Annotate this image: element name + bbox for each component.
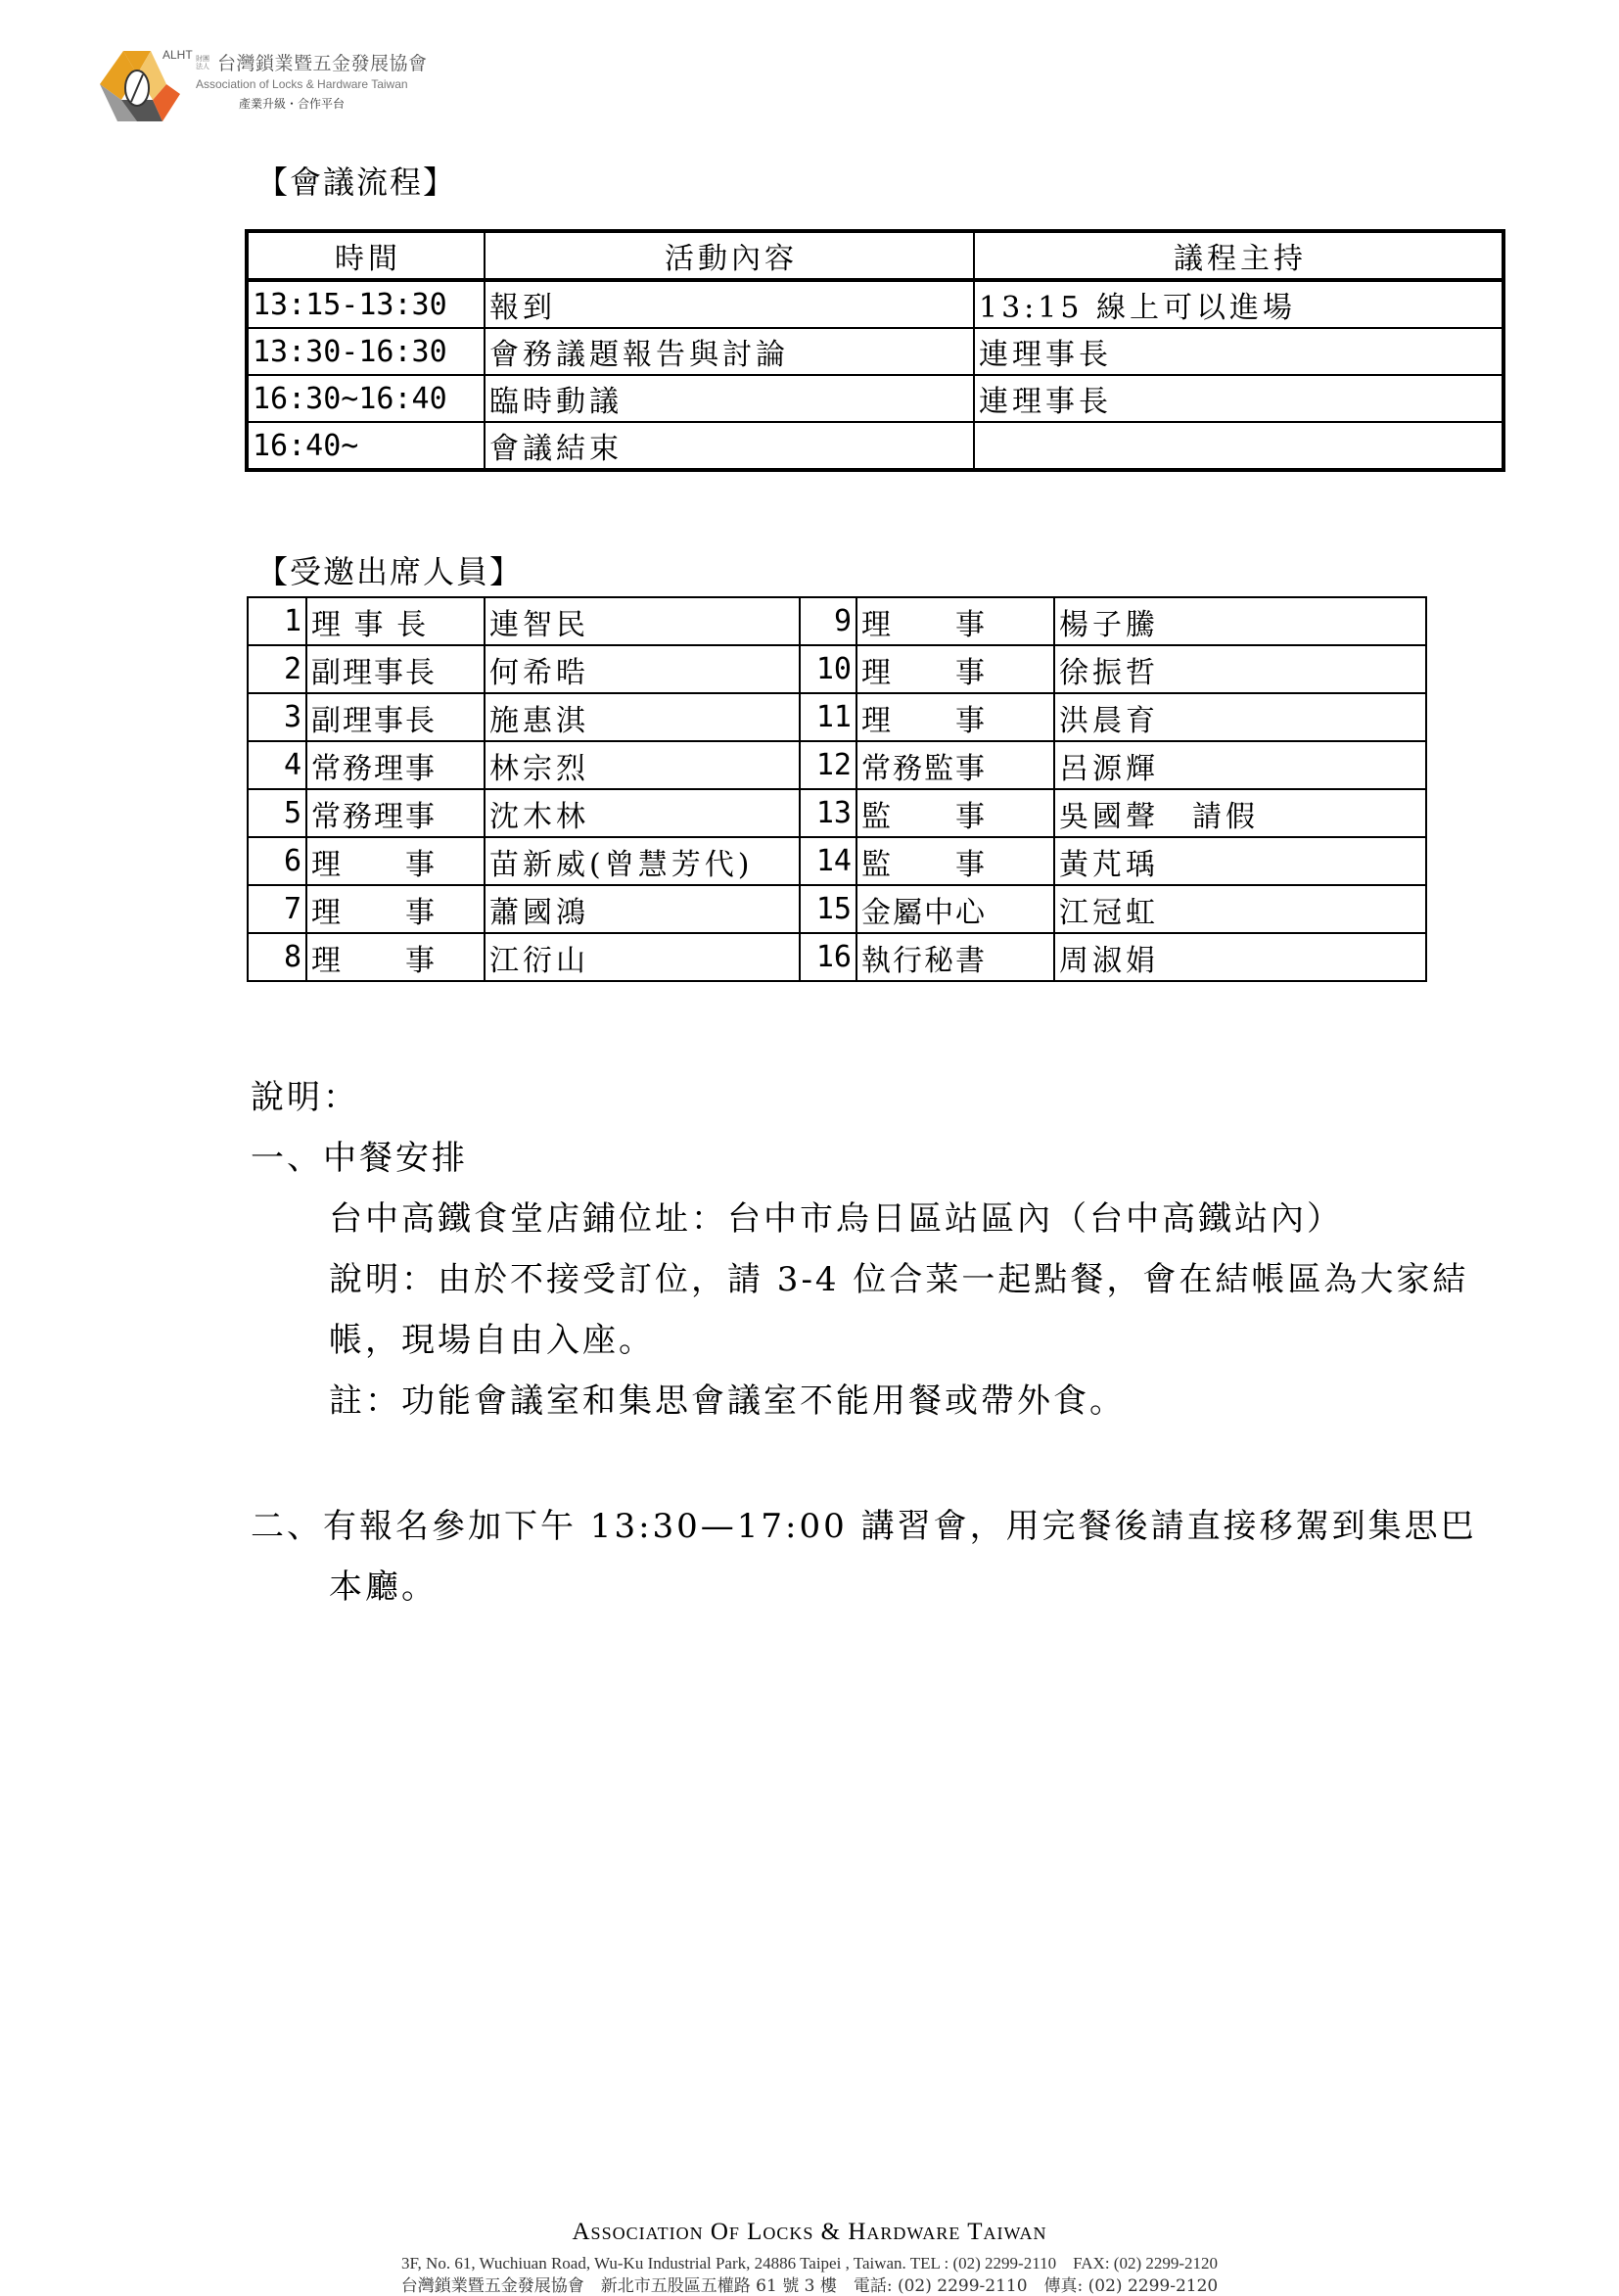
attendee-title: 理 事 xyxy=(306,837,485,885)
footer-org-english: Association Of Locks & Hardware Taiwan xyxy=(572,2219,1047,2245)
agenda-row xyxy=(247,375,1503,422)
notes-heading: 說明： xyxy=(251,1078,359,1117)
attendee-title: 理 事 xyxy=(306,933,485,981)
association-logo xyxy=(94,45,193,123)
attendee-row xyxy=(248,789,1426,837)
note-item1-explanation: 說明：由於不接受訂位，請 3-4 位合菜一起點餐，會在結帳區為大家結 xyxy=(329,1260,1469,1299)
attendee-name: 苗新威(曾慧芳代) xyxy=(485,837,800,885)
attendees-title: 【受邀出席人員】 xyxy=(256,553,524,590)
attendee-number: 6 xyxy=(248,837,306,885)
attendee-title: 金屬中心 xyxy=(856,885,1054,933)
attendee-number: 1 xyxy=(248,597,306,645)
attendee-name: 連智民 xyxy=(485,597,800,645)
attendee-title: 監 事 xyxy=(856,789,1054,837)
attendee-title: 執行秘書 xyxy=(856,933,1054,981)
attendee-row xyxy=(248,885,1426,933)
agenda-host xyxy=(974,422,1503,470)
note-item1-remark: 註：功能會議室和集思會議室不能用餐或帶外食。 xyxy=(329,1382,1126,1421)
attendee-name: 施惠淇 xyxy=(485,693,800,741)
agenda-row xyxy=(247,422,1503,470)
attendee-name: 洪晨育 xyxy=(1054,693,1426,741)
org-name: 台灣鎖業暨五金發展協會 xyxy=(217,53,428,74)
agenda-header-row xyxy=(247,231,1503,280)
attendee-title: 理 事 xyxy=(306,885,485,933)
attendee-title: 理 事 長 xyxy=(306,597,485,645)
note-item1-address: 台中高鐵食堂店鋪位址：台中市烏日區站區內（台中高鐵站內） xyxy=(329,1199,1343,1239)
agenda-activity: 臨時動議 xyxy=(485,375,974,422)
agenda-header-host: 議程主持 xyxy=(974,231,1503,280)
agenda-host: 連理事長 xyxy=(974,328,1503,375)
agenda-activity: 會務議題報告與討論 xyxy=(485,328,974,375)
note-item2-cont: 本廳。 xyxy=(329,1568,438,1607)
attendee-name: 蕭國鴻 xyxy=(485,885,800,933)
attendee-title: 副理事長 xyxy=(306,693,485,741)
note-item2: 二、有報名參加下午 13:30—17:00 講習會，用完餐後請直接移駕到集思巴 xyxy=(251,1507,1477,1546)
attendee-row xyxy=(248,933,1426,981)
attendee-number: 14 xyxy=(800,837,856,885)
attendee-name: 黃芃瑀 xyxy=(1054,837,1426,885)
attendee-number: 9 xyxy=(800,597,856,645)
attendee-title: 理 事 xyxy=(856,693,1054,741)
agenda-host: 13:15 線上可以進場 xyxy=(974,280,1503,328)
attendee-number: 8 xyxy=(248,933,306,981)
attendee-row xyxy=(248,645,1426,693)
attendee-title: 理 事 xyxy=(856,597,1054,645)
attendee-name: 呂源輝 xyxy=(1054,741,1426,789)
agenda-activity: 會議結束 xyxy=(485,422,974,470)
attendee-name: 江衍山 xyxy=(485,933,800,981)
agenda-time: 16:40~ xyxy=(247,422,485,470)
attendee-name: 江冠虹 xyxy=(1054,885,1426,933)
attendee-number: 13 xyxy=(800,789,856,837)
attendee-name: 周淑娟 xyxy=(1054,933,1426,981)
attendee-number: 7 xyxy=(248,885,306,933)
attendee-number: 16 xyxy=(800,933,856,981)
attendee-name: 吳國聲 請假 xyxy=(1054,789,1426,837)
attendee-row xyxy=(248,741,1426,789)
agenda-header-time: 時間 xyxy=(247,231,485,280)
attendee-name: 沈木林 xyxy=(485,789,800,837)
attendee-title: 常務理事 xyxy=(306,741,485,789)
org-english-name: Association of Locks & Hardware Taiwan xyxy=(196,77,408,91)
attendee-title: 理 事 xyxy=(856,645,1054,693)
org-prefix: 財團法人 xyxy=(196,54,209,70)
attendee-number: 3 xyxy=(248,693,306,741)
agenda-row xyxy=(247,328,1503,375)
attendee-title: 監 事 xyxy=(856,837,1054,885)
agenda-time: 16:30~16:40 xyxy=(247,375,485,422)
attendee-name: 林宗烈 xyxy=(485,741,800,789)
attendee-number: 15 xyxy=(800,885,856,933)
attendee-name: 徐振哲 xyxy=(1054,645,1426,693)
note-item1-title: 一、中餐安排 xyxy=(251,1139,468,1178)
attendee-name: 楊子騰 xyxy=(1054,597,1426,645)
attendee-row xyxy=(248,837,1426,885)
attendees-table xyxy=(247,596,1427,982)
agenda-header-activity: 活動內容 xyxy=(485,231,974,280)
attendee-number: 2 xyxy=(248,645,306,693)
attendee-number: 10 xyxy=(800,645,856,693)
org-slogan: 產業升級・合作平台 xyxy=(239,97,346,111)
organization-header xyxy=(196,49,428,112)
agenda-time: 13:30-16:30 xyxy=(247,328,485,375)
note-item1-explanation-cont: 帳，現場自由入座。 xyxy=(329,1321,655,1360)
attendee-title: 副理事長 xyxy=(306,645,485,693)
footer-address-english: 3F, No. 61, Wuchiuan Road, Wu-Ku Industrial Park, 24886 Taipei , Taiwan. TEL : (02) 2299-2110 FAX: (02) 2299-2120 xyxy=(400,2254,1219,2273)
attendee-number: 5 xyxy=(248,789,306,837)
attendee-name: 何希晧 xyxy=(485,645,800,693)
svg-text:ALHT: ALHT xyxy=(162,48,193,62)
attendee-number: 12 xyxy=(800,741,856,789)
attendee-title: 常務監事 xyxy=(856,741,1054,789)
attendee-number: 11 xyxy=(800,693,856,741)
agenda-time: 13:15-13:30 xyxy=(247,280,485,328)
attendee-title: 常務理事 xyxy=(306,789,485,837)
footer-address-chinese: 台灣鎖業暨五金發展協會 新北市五股區五權路 61 號 3 樓 電話: (02) 2299-2110 傳真: (02) 2299-2120 xyxy=(400,2276,1219,2296)
agenda-title: 【會議流程】 xyxy=(256,164,457,201)
agenda-row xyxy=(247,280,1503,328)
agenda-activity: 報到 xyxy=(485,280,974,328)
attendee-row xyxy=(248,693,1426,741)
agenda-host: 連理事長 xyxy=(974,375,1503,422)
attendee-number: 4 xyxy=(248,741,306,789)
attendee-row xyxy=(248,597,1426,645)
agenda-table xyxy=(245,229,1505,472)
